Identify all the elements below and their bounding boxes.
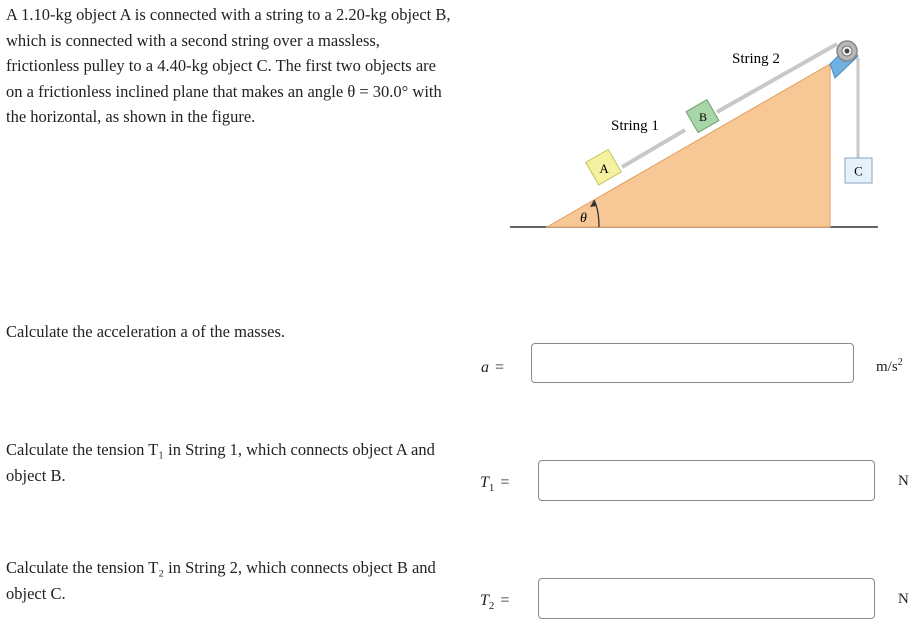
unit-acceleration [876,357,903,376]
symbol-a: a [481,359,489,376]
problem-statement: A 1.10-kg object A is connected with a string to a 2.20-kg object B, which is connected with a second string over a massless, frictionless pulley to a 4.40-kg object C. The first two objects are on a frictionless inclined plane that makes an angle θ = 30.0° with the horizontal, as shown in the figure. [6,5,451,126]
tension-1-input[interactable] [538,460,875,501]
tension-2-input[interactable] [538,578,875,619]
symbol-t2: T [480,592,489,609]
label-t1 [480,474,509,494]
block-a [586,149,622,185]
question-tension-1: Calculate the tension T₁ in String 1, which connects object A and object B. [6,440,435,485]
unit-tension-2: N [898,591,909,607]
string-1-label: String 1 [611,118,659,134]
incline-figure [505,30,885,235]
block-c-label: C [854,163,863,179]
angle-theta: θ [580,211,587,226]
block-b [686,100,719,133]
equals-sign: = [495,359,505,376]
block-a-label: A [599,161,609,176]
equals-sign: = [500,474,510,491]
subscript-t1: 1 [488,482,495,495]
label-t2 [480,592,509,612]
incline [547,64,830,227]
string-2-label: String 2 [732,51,780,67]
pulley [837,41,857,61]
equals-sign: = [500,592,510,609]
question-tension-2: Calculate the tension T₂ in String 2, which connects object B and object C. [6,558,436,603]
block-b-label: B [698,110,708,124]
unit-exponent: 2 [897,357,903,368]
label-a [481,359,504,377]
subscript-t2: 2 [488,600,495,613]
unit-tension-1: N [898,473,909,489]
question-acceleration: Calculate the acceleration a of the masses. [6,322,285,341]
symbol-t1: T [480,474,489,491]
unit-text: m/s [876,359,898,375]
acceleration-input[interactable] [531,343,854,383]
